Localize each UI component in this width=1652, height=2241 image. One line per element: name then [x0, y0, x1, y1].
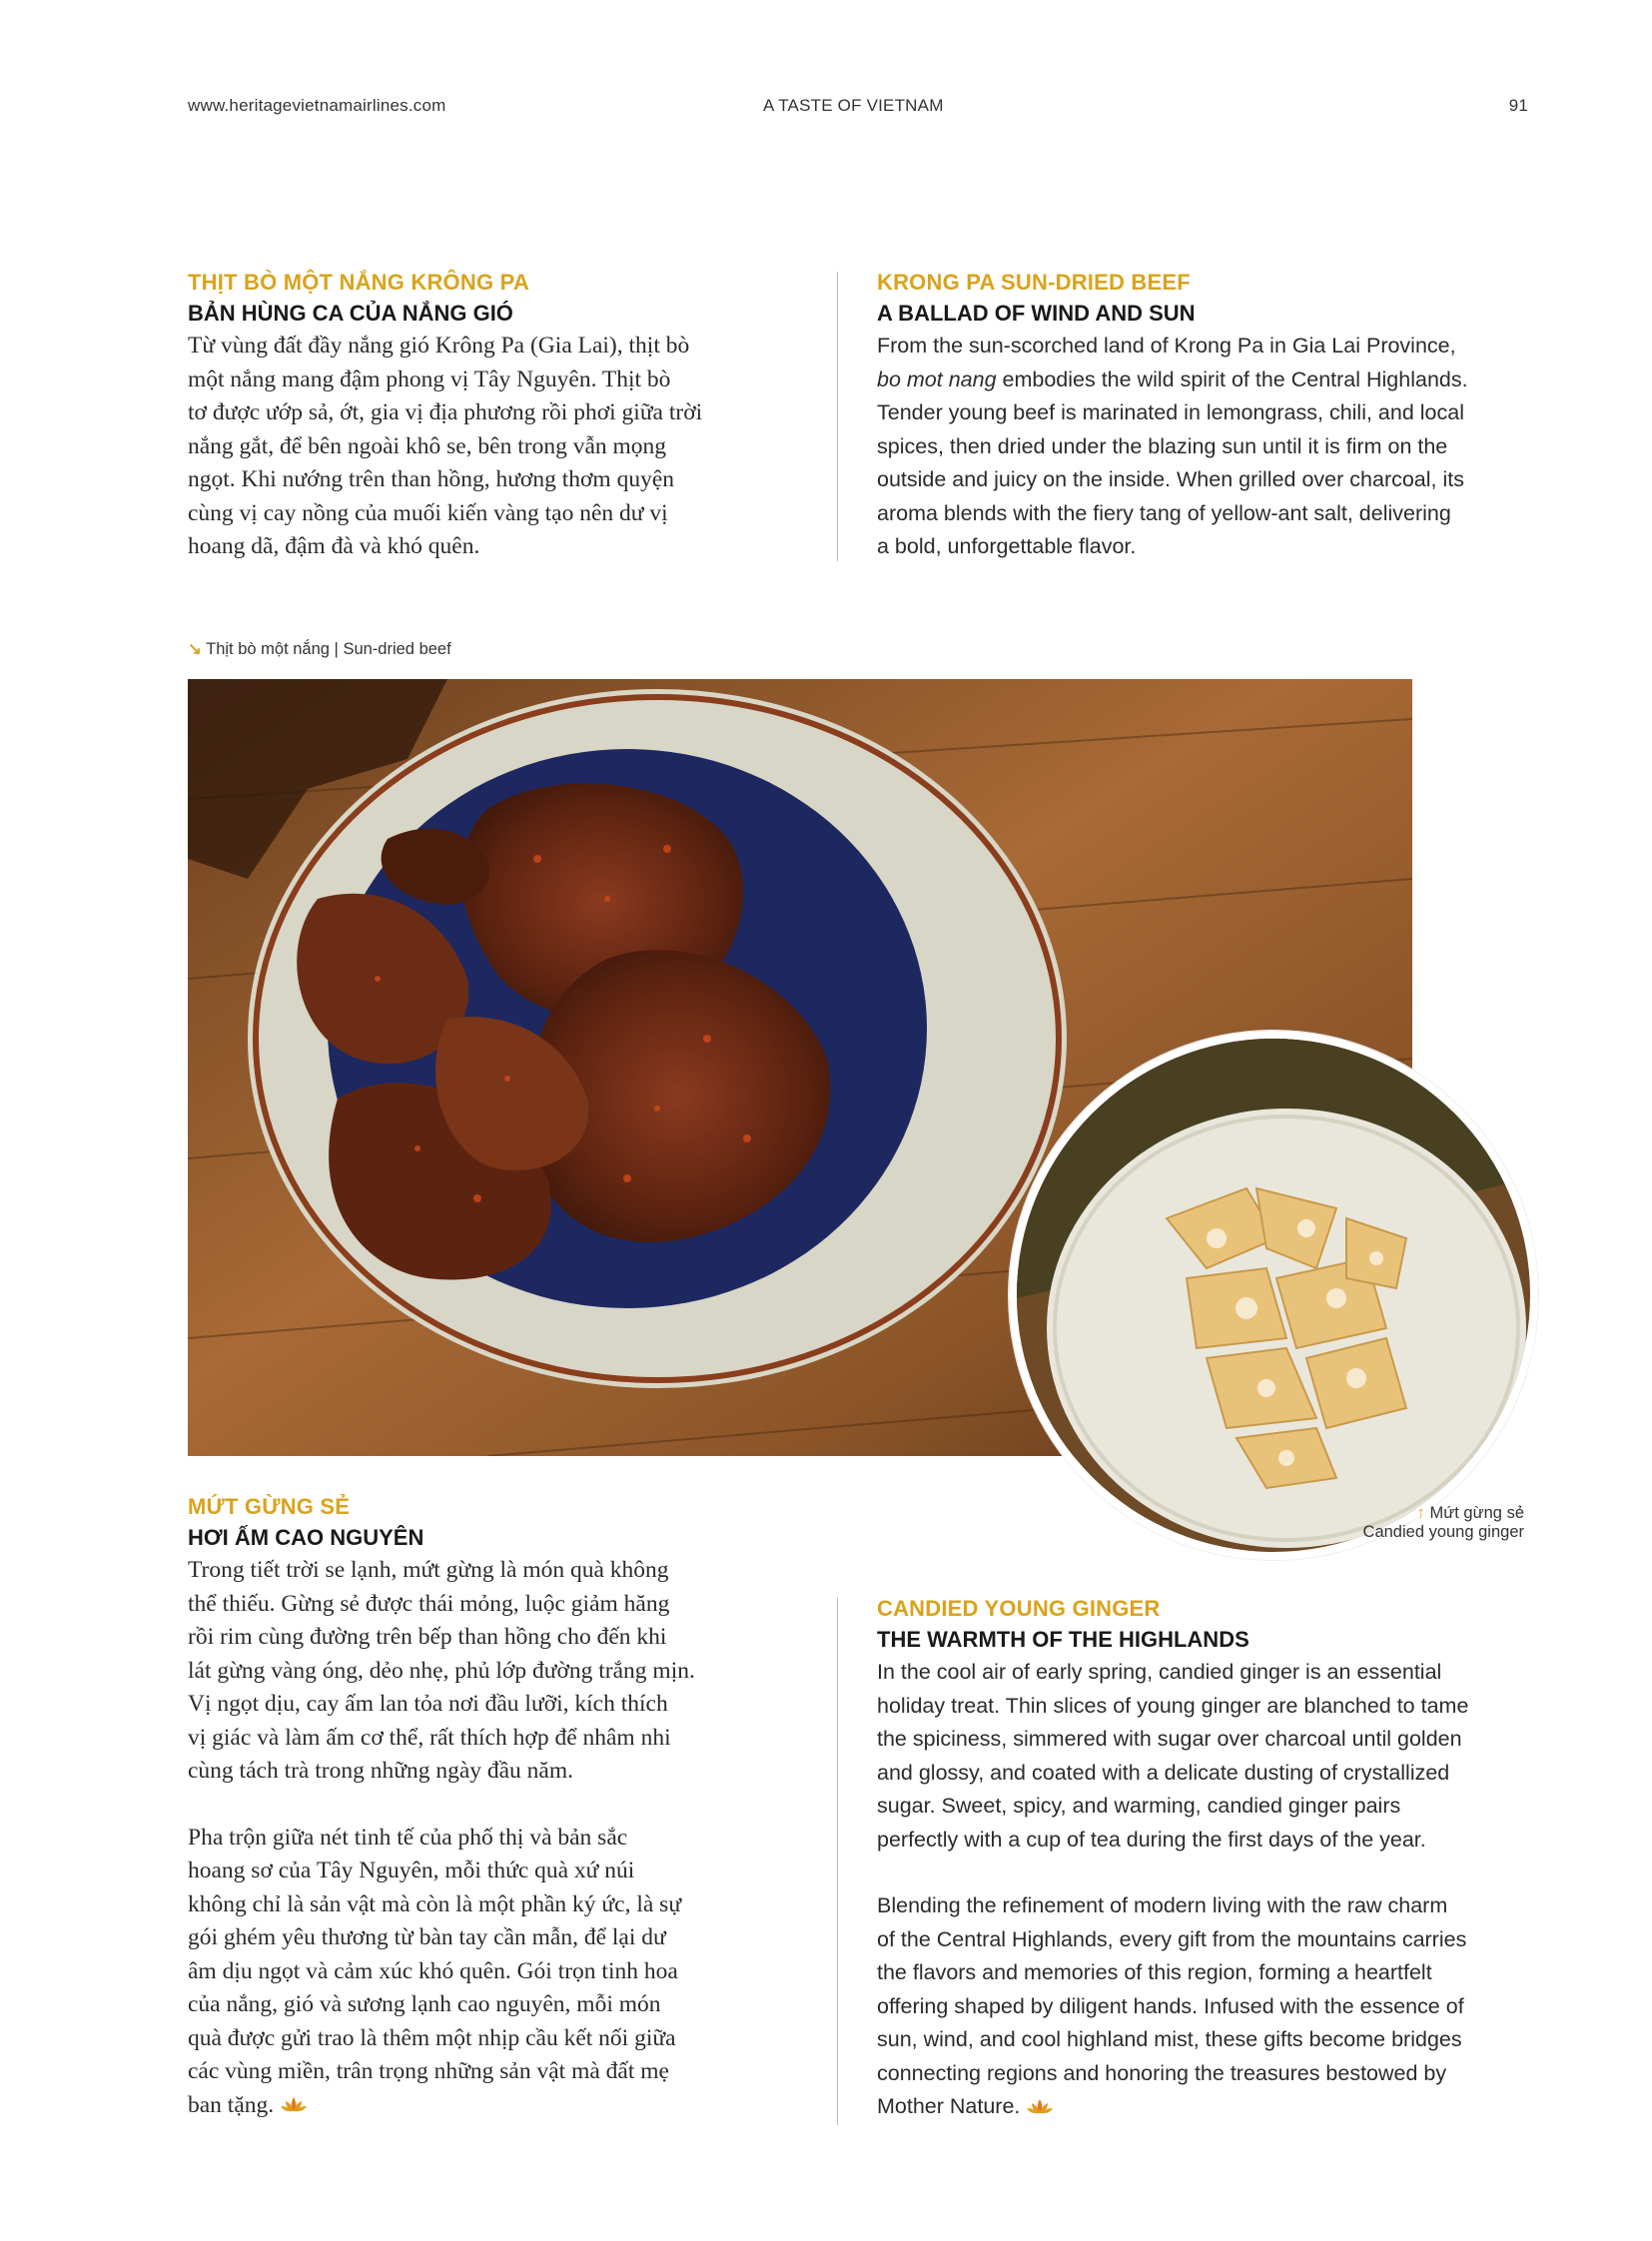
ginger-vi-para1 [188, 1554, 807, 1789]
caption-vi: Thịt bò một nắng [206, 640, 330, 658]
body-line: vị giác và làm ấm cơ thể, rất thích hợp để nhâm nhi [188, 1724, 671, 1751]
caption-en: Candied young ginger [1362, 1523, 1524, 1541]
body-line-rest: embodies the wild spirit of the Central Highlands. [996, 367, 1468, 391]
ginger-vi-article [188, 1492, 807, 2123]
ginger-vi-kicker: MỨT GỪNG SẺ [188, 1494, 351, 1519]
body-line: sugar. Sweet, spicy, and warming, candied ginger pairs [877, 1794, 1401, 1818]
beef-en-subhead: A BALLAD OF WIND AND SUN [877, 301, 1196, 326]
body-line: thể thiếu. Gừng sẻ được thái mỏng, luộc giảm hăng [188, 1590, 670, 1617]
beef-en-body [877, 330, 1536, 564]
body-line: sun, wind, and cool highland mist, these gifts become bridges [877, 2027, 1462, 2051]
body-line: the spiciness, simmered with sugar over charcoal until golden [877, 1727, 1462, 1751]
beef-vi-subhead: BẢN HÙNG CA CỦA NẮNG GIÓ [188, 301, 513, 326]
body-line: holiday treat. Thin slices of young ginger are blanched to tame [877, 1693, 1469, 1718]
candied-ginger-photo [1009, 1031, 1538, 1560]
beef-photo-caption [188, 639, 451, 659]
body-line: tơ được ướp sả, ớt, gia vị địa phương rồi phơi giữa trời [188, 399, 703, 425]
body-line [877, 2090, 1536, 2124]
lotus-end-mark-icon [1026, 2091, 1054, 2125]
body-line: rồi rim cùng đường trên bếp than hồng cho đến khi [188, 1624, 667, 1650]
caption-en: Sun-dried beef [343, 640, 451, 658]
beef-en-article [877, 268, 1536, 564]
dish-name-italic: bo mot nang [877, 367, 997, 391]
body-line: a bold, unforgettable flavor. [877, 534, 1137, 558]
body-line: cùng vị cay nồng của muối kiến vàng tạo nên dư vị [188, 499, 668, 526]
body-line: Blending the refinement of modern living with the raw charm [877, 1893, 1448, 1917]
body-line [188, 2089, 807, 2123]
arrow-up-icon: ↑ [1416, 1504, 1425, 1522]
body-line: âm dịu ngọt và cảm xúc khó quên. Gói trọn tinh hoa [188, 1957, 678, 1984]
body-line: In the cool air of early spring, candied ginger is an essential [877, 1660, 1442, 1684]
column-divider-bottom [837, 1598, 838, 2125]
ginger-en-article [877, 1594, 1536, 2124]
section-title: A TASTE OF VIETNAM [763, 96, 944, 115]
body-line: offering shaped by diligent hands. Infused with the essence of [877, 1993, 1464, 2018]
arrow-down-right-icon: ↘ [188, 640, 202, 658]
body-line: From the sun-scorched land of Krong Pa in Gia Lai Province, [877, 334, 1456, 358]
body-line: Pha trộn giữa nét tinh tế của phố thị và bản sắc [188, 1824, 628, 1851]
body-line: of the Central Highlands, every gift from the mountains carries [877, 1926, 1467, 1951]
body-line: ngọt. Khi nướng trên than hồng, hương thơm quyện [188, 466, 675, 492]
body-line: các vùng miền, trân trọng những sản vật mà đất mẹ [188, 2058, 669, 2084]
lotus-end-mark-icon [280, 2089, 308, 2123]
body-line: một nắng mang đậm phong vị Tây Nguyên. Thịt bò [188, 366, 671, 392]
body-line: quà được gửi trao là thêm một nhịp cầu kết nối giữa [188, 2024, 676, 2051]
ginger-vi-subhead: HƠI ẤM CAO NGUYÊN [188, 1525, 424, 1550]
beef-vi-article [188, 268, 787, 564]
body-line-text: ban tặng. [188, 2091, 275, 2118]
body-line: Tender young beef is marinated in lemongrass, chili, and local [877, 400, 1464, 424]
body-line [877, 364, 1536, 397]
ginger-en-para1 [877, 1656, 1536, 1857]
ginger-photo-caption [1334, 1504, 1524, 1542]
body-line: connecting regions and honoring the treasures bestowed by [877, 2060, 1447, 2085]
body-line: lát gừng vàng óng, dẻo nhẹ, phủ lớp đường trắng mịn. [188, 1657, 695, 1684]
body-line: outside and juicy on the inside. When grilled over charcoal, its [877, 467, 1464, 491]
website-url[interactable]: www.heritagevietnamairlines.com [188, 96, 446, 115]
body-line: aroma blends with the fiery tang of yellow-ant salt, delivering [877, 500, 1451, 525]
body-line: cùng tách trà trong những ngày đầu năm. [188, 1758, 574, 1784]
body-line: không chỉ là sản vật mà còn là một phần ký ức, là sự [188, 1890, 682, 1917]
body-line: nắng gắt, để bên ngoài khô se, bên trong vẫn mọng [188, 432, 667, 459]
body-line: perfectly with a cup of tea during the first days of the year. [877, 1827, 1426, 1852]
ginger-en-para2 [877, 1889, 1536, 2124]
page-number: 91 [1508, 96, 1528, 115]
beef-en-kicker: KRONG PA SUN-DRIED BEEF [877, 270, 1191, 295]
body-line-text: Mother Nature. [877, 2094, 1021, 2118]
column-divider-top [837, 272, 838, 561]
beef-vi-body [188, 330, 787, 564]
body-line: spices, then dried under the blazing sun until it is firm on the [877, 433, 1448, 458]
body-line: and glossy, and coated with a delicate dusting of crystallized [877, 1760, 1450, 1785]
body-line: hoang sơ của Tây Nguyên, mỗi thức quà xứ núi [188, 1858, 635, 1883]
body-line: the flavors and memories of this region, forming a heartfelt [877, 1960, 1432, 1984]
body-line: Vị ngọt dịu, cay ấm lan tỏa nơi đầu lưỡi, kích thích [188, 1691, 668, 1717]
body-line: của nắng, gió và sương lạnh cao nguyên, mỗi món [188, 1991, 661, 2017]
body-line: hoang dã, đậm đà và khó quên. [188, 533, 480, 559]
ginger-en-subhead: THE WARMTH OF THE HIGHLANDS [877, 1627, 1249, 1652]
beef-vi-kicker: THỊT BÒ MỘT NẮNG KRÔNG PA [188, 270, 529, 295]
body-line: Từ vùng đất đầy nắng gió Krông Pa (Gia Lai), thịt bò [188, 333, 690, 359]
ginger-vi-para2 [188, 1822, 807, 2123]
body-line: Trong tiết trời se lạnh, mứt gừng là món quà không [188, 1557, 669, 1583]
caption-separator: | [334, 640, 339, 658]
body-line: gói ghém yêu thương từ bàn tay cần mẫn, để lại dư [188, 1924, 666, 1950]
caption-vi: Mứt gừng sẻ [1429, 1504, 1524, 1522]
ginger-en-kicker: CANDIED YOUNG GINGER [877, 1596, 1161, 1621]
